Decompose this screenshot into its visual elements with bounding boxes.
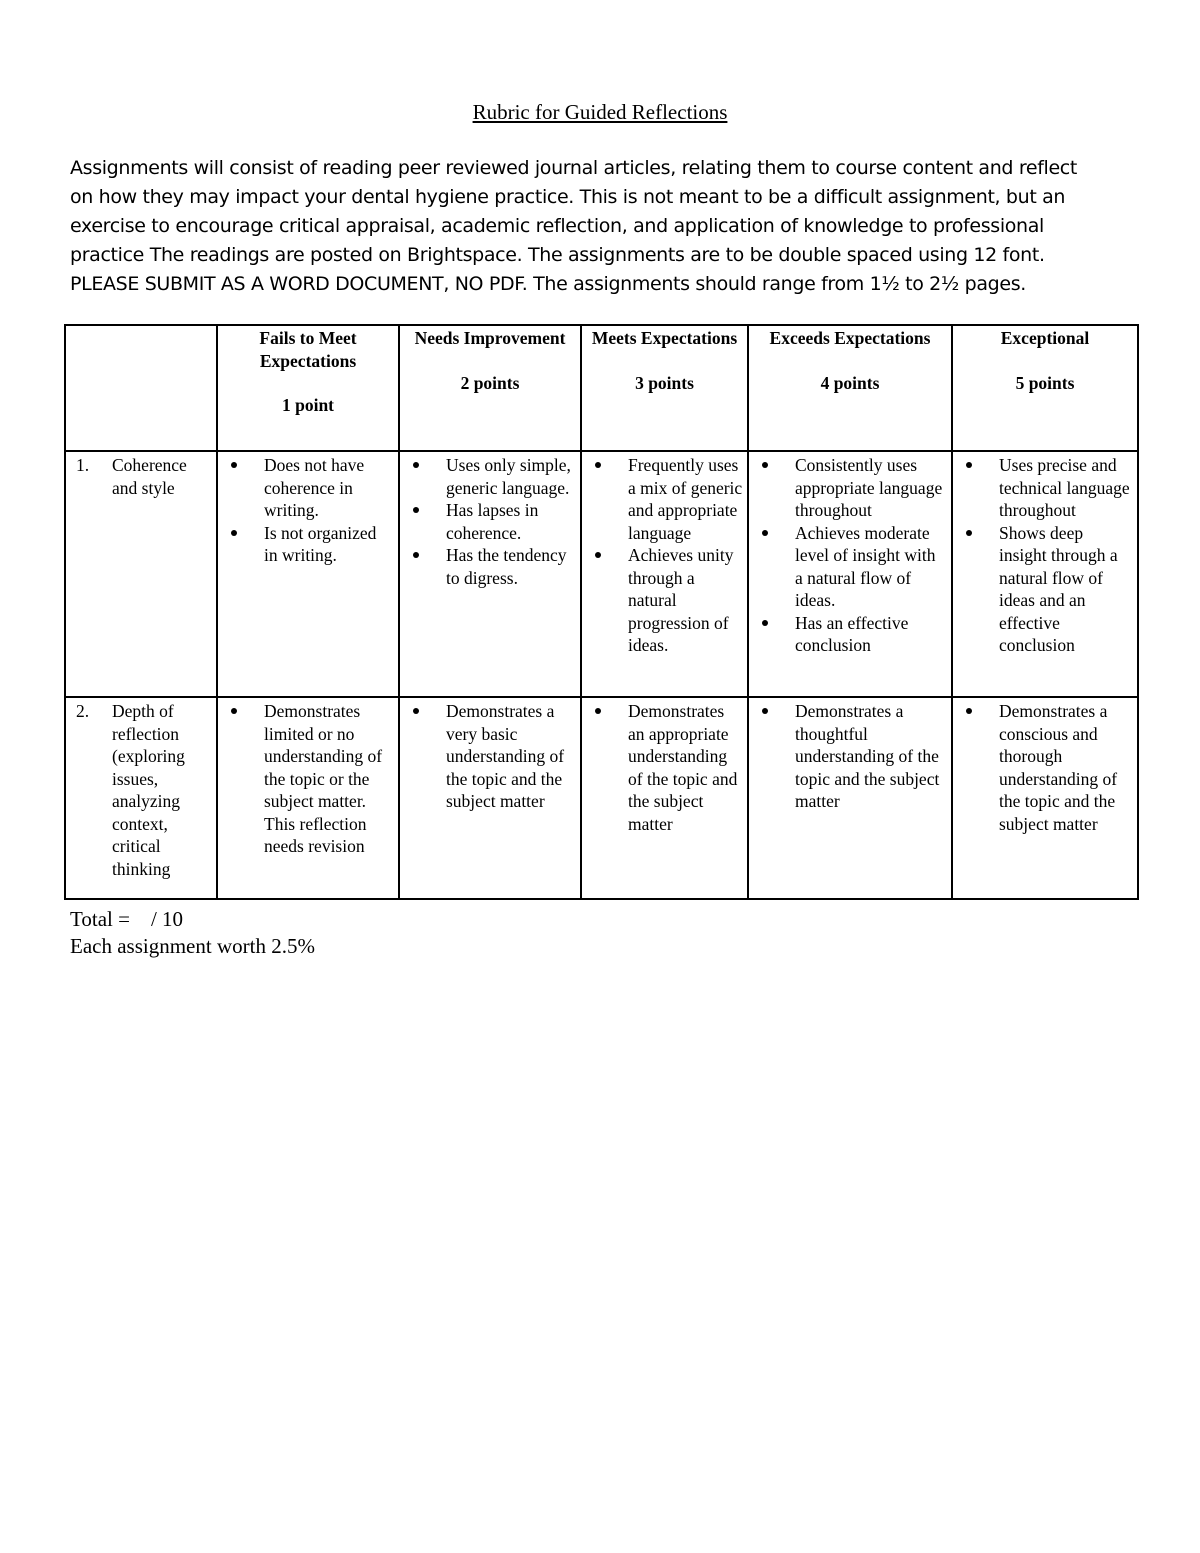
criteria-header-cell: [65, 325, 217, 451]
bullet-item: Has the tendency to digress.: [410, 544, 576, 589]
column-label: Fails to Meet Expectations: [259, 328, 357, 371]
bullet-item: Has lapses in coherence.: [410, 499, 576, 544]
bullet-item: Demonstrates a conscious and thorough understanding of the topic and the subject matter: [963, 700, 1133, 835]
rubric-cell: [748, 451, 952, 697]
intro-line: Assignments will consist of reading peer reviewed journal articles, relating them to course content and reflect: [70, 157, 1078, 179]
rubric-cell: [399, 451, 581, 697]
column-points: 4 points: [820, 373, 880, 393]
bullet-item: Achieves moderate level of insight with a natural flow of ideas.: [759, 522, 947, 612]
column-label: Exceeds Expectations: [769, 328, 931, 348]
bullet-item: Consistently uses appropriate language throughout: [759, 454, 947, 522]
criterion-label: Coherence and style: [112, 455, 187, 498]
column-points: 1 point: [281, 395, 335, 415]
bullet-item: Shows deep insight through a natural flow of ideas and an effective conclusion: [963, 522, 1133, 657]
rubric-header-row: [65, 325, 1138, 451]
criterion-number: 1.: [76, 455, 90, 475]
column-header-meets: [581, 325, 748, 451]
column-label: Exceptional: [1000, 328, 1090, 348]
bullet-item: Achieves unity through a natural progression of ideas.: [592, 544, 743, 657]
rubric-cell: [952, 451, 1138, 697]
assignment-weight: Each assignment worth 2.5%: [70, 934, 315, 958]
footer: [70, 906, 315, 960]
rubric-cell: [217, 451, 399, 697]
rubric-cell: [748, 697, 952, 899]
rubric-cell: [581, 451, 748, 697]
bullet-item: Demonstrates an appropriate understanding of the topic and the subject matter: [592, 700, 743, 835]
column-label: Needs Improvement: [414, 328, 566, 348]
bullet-item: Uses precise and technical language throughout: [963, 454, 1133, 522]
bullet-item: Demonstrates a thoughtful understanding of the topic and the subject matter: [759, 700, 947, 813]
criterion-number: 2.: [76, 701, 90, 721]
intro-line: PLEASE SUBMIT AS A WORD DOCUMENT, NO PDF. The assignments should range from 1½ to 2½ pages.: [70, 273, 1026, 295]
bullet-item: Uses only simple, generic language.: [410, 454, 576, 499]
column-label: Meets Expectations: [591, 328, 738, 348]
intro-paragraph: [70, 154, 1135, 299]
rubric-cell: [217, 697, 399, 899]
criterion-cell: [65, 451, 217, 697]
bullet-item: Frequently uses a mix of generic and appropriate language: [592, 454, 743, 544]
column-points: 5 points: [1015, 373, 1075, 393]
bullet-item: Demonstrates a very basic understanding of the topic and the subject matter: [410, 700, 576, 813]
bullet-item: Has an effective conclusion: [759, 612, 947, 657]
rubric-cell: [952, 697, 1138, 899]
rubric-table: [64, 324, 1139, 900]
document-title: Rubric for Guided Reflections: [472, 100, 728, 124]
column-header-needs-improvement: [399, 325, 581, 451]
rubric-cell: [399, 697, 581, 899]
bullet-item: Demonstrates limited or no understanding of the topic or the subject matter. This reflection needs revision: [228, 700, 394, 858]
total-score: Total = / 10: [70, 907, 184, 931]
column-points: 2 points: [460, 372, 520, 393]
rubric-row-depth: [65, 697, 1138, 899]
column-header-fails: [217, 325, 399, 451]
column-header-exceeds: [748, 325, 952, 451]
intro-line: on how they may impact your dental hygiene practice. This is not meant to be a difficult assignment, but an: [70, 186, 1066, 208]
bullet-item: Is not organized in writing.: [228, 522, 394, 567]
criterion-label: Depth of reflection (exploring issues, analyzing context, critical thinking: [112, 701, 185, 879]
rubric-row-coherence: [65, 451, 1138, 697]
intro-line: exercise to encourage critical appraisal, academic reflection, and application of knowledge to professional: [70, 215, 1044, 237]
bullet-item: Does not have coherence in writing.: [228, 454, 394, 522]
criterion-cell: [65, 697, 217, 899]
column-header-exceptional: [952, 325, 1138, 451]
intro-line: practice The readings are posted on Brightspace. The assignments are to be double spaced using 12 font.: [70, 244, 1045, 266]
rubric-cell: [581, 697, 748, 899]
column-points: 3 points: [635, 372, 694, 393]
